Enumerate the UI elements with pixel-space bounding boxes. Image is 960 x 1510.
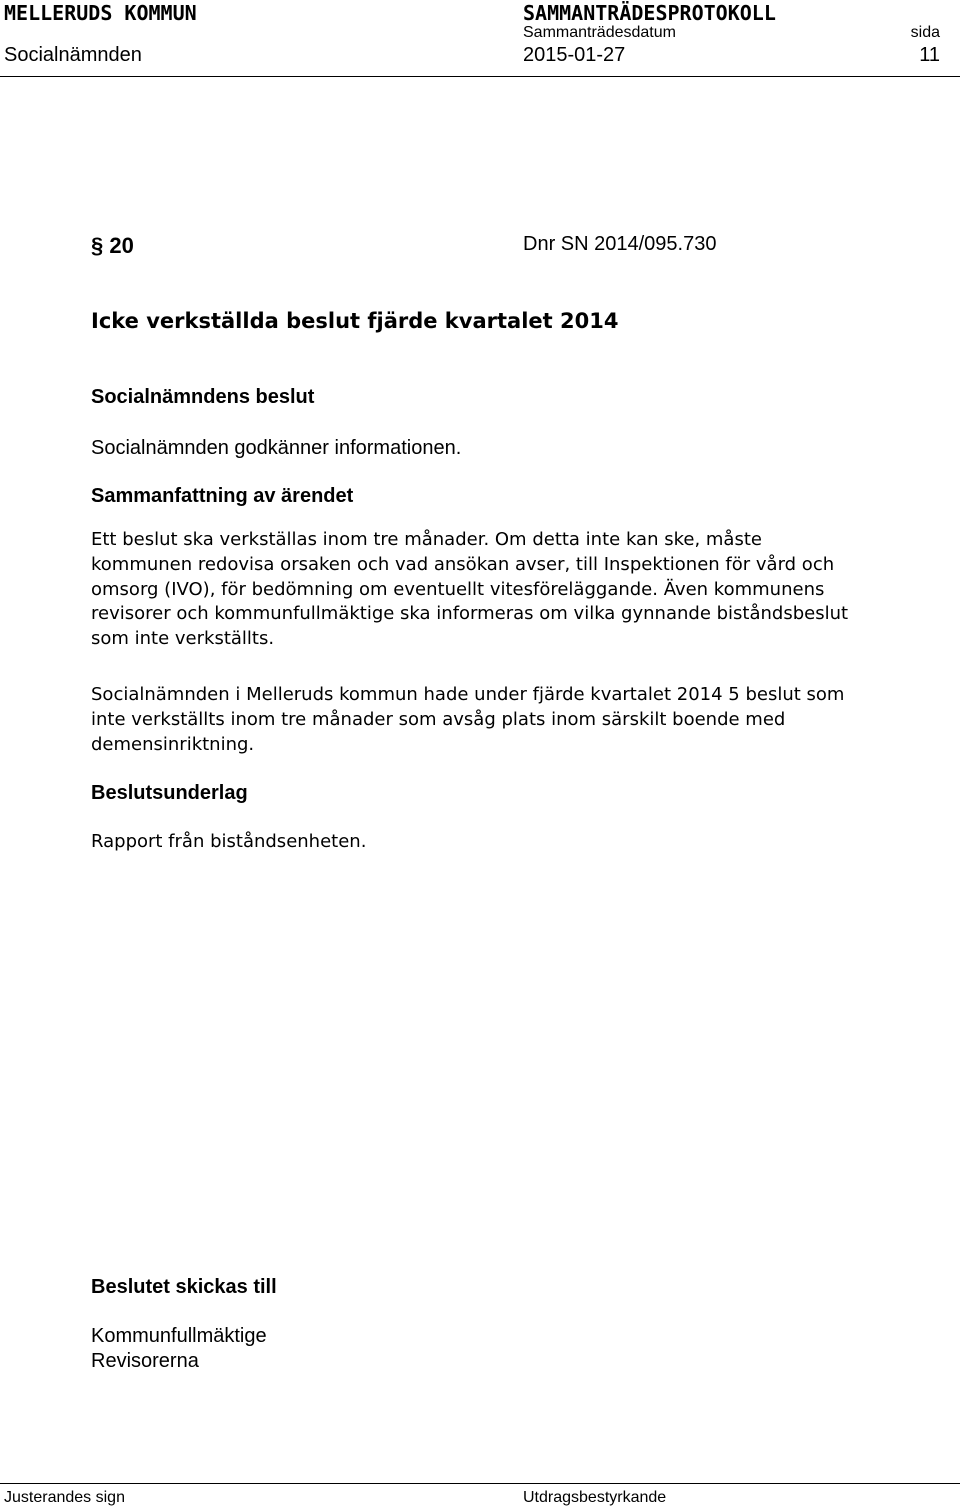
decision-text: Socialnämnden godkänner informationen.	[91, 437, 462, 459]
summary-paragraph-1	[91, 528, 957, 652]
summary-heading: Sammanfattning av ärendet	[91, 485, 354, 507]
recipient-item: Revisorerna	[91, 1350, 199, 1372]
summary-paragraph-2	[91, 683, 957, 757]
recipient-item: Kommunfullmäktige	[91, 1325, 267, 1347]
meeting-date-label: Sammanträdesdatum	[523, 24, 676, 41]
decision-heading: Socialnämndens beslut	[91, 386, 315, 408]
footer-divider	[0, 1483, 960, 1484]
sent-to-heading: Beslutet skickas till	[91, 1276, 277, 1298]
header-divider	[0, 76, 960, 77]
summary-line: som inte verkställts.	[91, 628, 275, 650]
meeting-date: 2015-01-27	[523, 44, 626, 66]
organization-name: MELLERUDS KOMMUN	[4, 1, 197, 25]
summary-line: kommunen redovisa orsaken och vad ansökan avser, till Inspektionen för vård och	[91, 553, 835, 575]
summary-line: Socialnämnden i Melleruds kommun hade under fjärde kvartalet 2014 5 beslut som	[91, 684, 845, 705]
protocol-title: SAMMANTRÄDESPROTOKOLL	[523, 1, 776, 25]
summary-line: omsorg (IVO), för bedömning om eventuellt vitesföreläggande. Även kommunens	[91, 578, 825, 600]
extract-certification-label: Utdragsbestyrkande	[523, 1489, 667, 1506]
page-number: 11	[919, 44, 940, 66]
section-title: Icke verkställda beslut fjärde kvartalet 2014	[91, 309, 619, 333]
summary-line: inte verkställts inom tre månader som avsåg plats inom särskilt boende med	[91, 708, 786, 730]
case-number: Dnr SN 2014/095.730	[523, 233, 717, 255]
page-label: sida	[910, 24, 940, 41]
summary-line: revisorer och kommunfullmäktige ska informeras om vilka gynnande biståndsbeslut	[91, 603, 849, 625]
committee-name: Socialnämnden	[4, 44, 142, 66]
basis-heading: Beslutsunderlag	[91, 782, 248, 804]
section-number: § 20	[91, 233, 134, 258]
summary-line: demensinriktning.	[91, 733, 255, 755]
summary-line: Ett beslut ska verkställas inom tre månader. Om detta inte kan ske, måste	[91, 529, 762, 550]
basis-text: Rapport från biståndsenheten.	[91, 831, 367, 852]
signature-label: Justerandes sign	[4, 1489, 125, 1506]
